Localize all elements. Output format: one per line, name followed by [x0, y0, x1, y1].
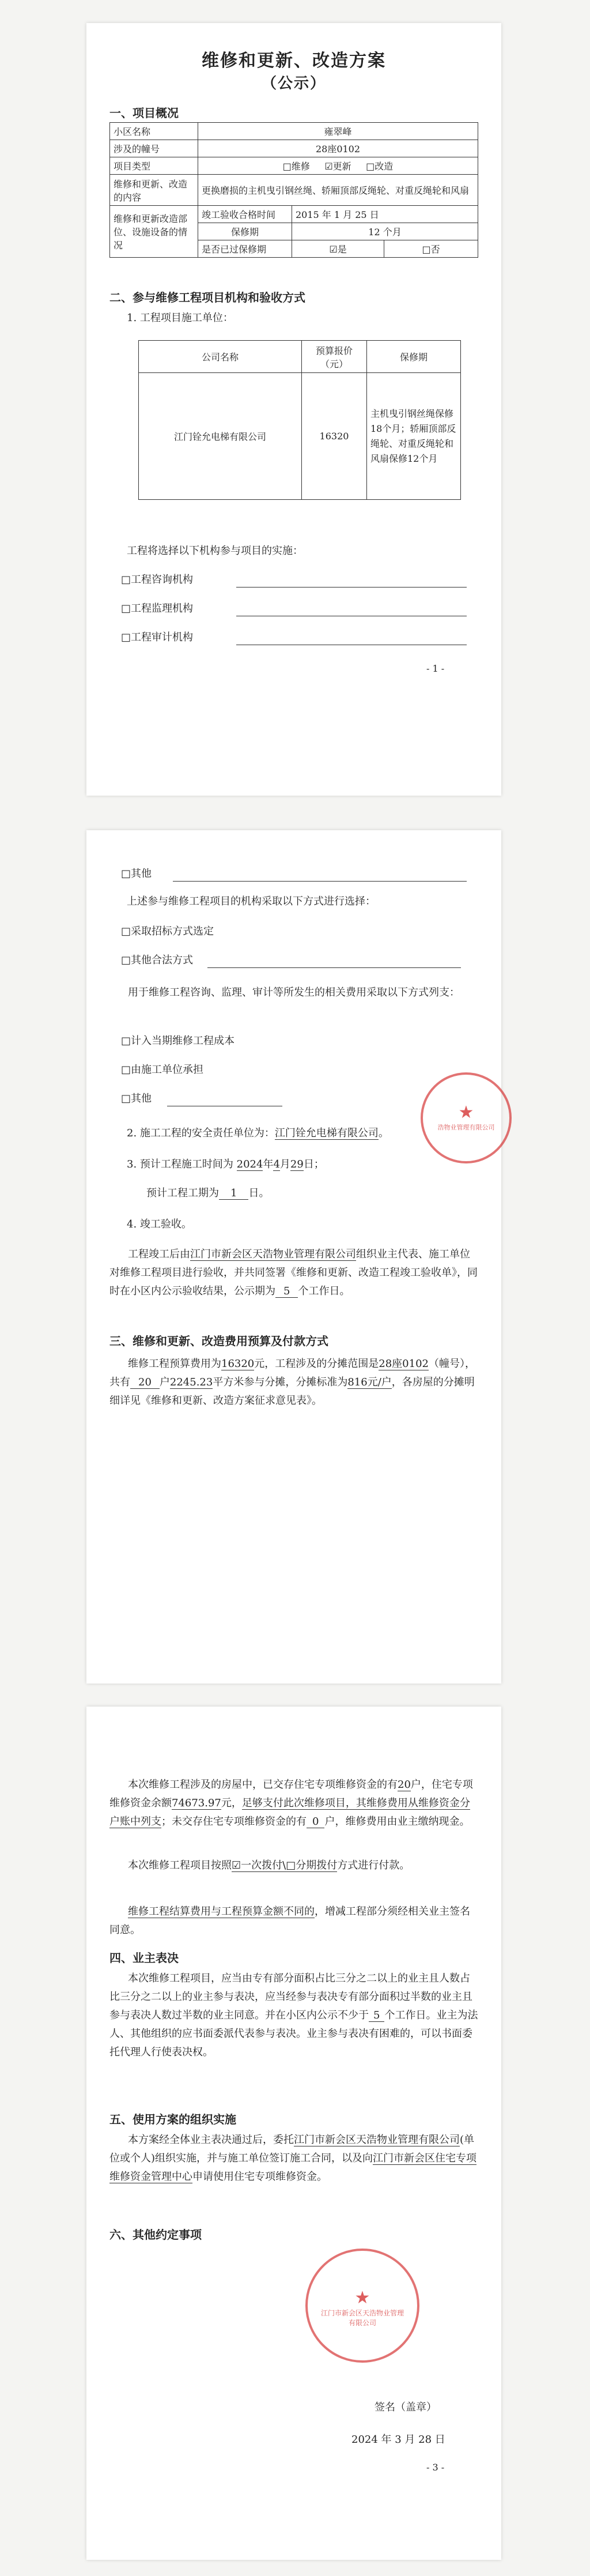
item-3 — [127, 1155, 324, 1174]
fee-intro: 用于维修工程咨询、监理、审计等所发生的相关费用采取以下方式列支： — [128, 986, 460, 999]
safety-unit: 江门铨允电梯有限公司 — [274, 1127, 379, 1139]
difference-condition: 维修工程结算费用与工程预算金额不同的 — [128, 1905, 315, 1918]
fund-note: 足够支付此次维修项目，其维修费用从维修资金分户账中列支 — [109, 1797, 470, 1828]
acceptance-label: 工程竣工后由 — [128, 1248, 190, 1260]
fund-text: 元， — [221, 1797, 242, 1809]
difference-paragraph — [109, 1903, 478, 1939]
cell-label: 保修期 — [198, 223, 292, 240]
org-supervision[interactable]: □工程监理机构 — [121, 602, 194, 615]
year-unit: 年 — [263, 1158, 274, 1170]
budget-price: 16320 — [302, 373, 367, 500]
start-year: 2024 — [236, 1158, 263, 1170]
fund-text: 户，住宅专项维修资金余额 — [109, 1779, 473, 1809]
impl-text: (单位或个人)组织实施，并与施工单位签订施工合同，以及向 — [109, 2134, 475, 2164]
cell-label: 竣工验收合格时间 — [198, 206, 292, 223]
section-5-heading: 五、使用方案的组织实施 — [109, 2112, 236, 2126]
day-unit: 日； — [303, 1158, 324, 1170]
item-2: 2. 施工工程的安全责任单位为：江门铨允电梯有限公司。 — [127, 1127, 389, 1139]
unpaid-households: 0 — [307, 1816, 324, 1828]
fund-text: 本次维修工程涉及的房屋中，已交存住宅专项维修资金的有 — [128, 1779, 398, 1791]
fund-balance: 74673.97 — [172, 1797, 221, 1809]
seal-star-icon: ★ — [458, 1102, 474, 1123]
payment-paragraph — [109, 1856, 478, 1875]
per-household: 816元/户 — [347, 1376, 392, 1388]
vote-text: 个工作日。业主为法人、其他组织的应书面委派代表参与表决。业主参与表决有困难的，可以书面委托代理人行使表决权。 — [109, 2009, 478, 2058]
cell-value: 12 个月 — [292, 223, 478, 240]
col-header: 公司名称 — [139, 341, 302, 373]
budget-text: 平方米参与分摊，分摊标准为 — [213, 1376, 348, 1388]
blank-line — [207, 967, 461, 968]
company-seal — [305, 2249, 419, 2363]
cell-value: 雍翠峰 — [198, 123, 478, 140]
impl-org: 江门市新会区天浩物业管理有限公司 — [294, 2134, 460, 2146]
budget-text: （幢号），共有 — [109, 1358, 475, 1388]
cell-label: 小区名称 — [110, 123, 198, 140]
col-header: 预算报价（元） — [302, 341, 367, 373]
seal-star-icon: ★ — [354, 2288, 370, 2308]
cell-label: 项目类型 — [110, 157, 198, 175]
acceptance-unit: 个工作日。 — [298, 1285, 350, 1297]
fee-other[interactable]: □其他 — [121, 1093, 152, 1105]
overview-table — [109, 122, 478, 258]
fee-contractor[interactable]: □由施工单位承担 — [121, 1064, 204, 1076]
section-4-heading: 四、业主表决 — [109, 1951, 179, 1965]
option-renovate[interactable]: □改造 — [366, 161, 394, 172]
org-consulting[interactable]: □工程咨询机构 — [121, 574, 194, 586]
budget-label: 维修工程预算费用为 — [128, 1358, 221, 1370]
vote-text: 本次维修工程项目，应当由专有部分面积占比三分之二以上的业主且人数占比三分之二以上的业主参与表决，应当经参与表决专有部分面积过半数的业主且参与表决人数过半数的业主同意。并在小区内公示不少于 — [109, 1972, 472, 2021]
impl-text: 申请使用住宅专项维修资金。 — [192, 2171, 327, 2183]
implementation-paragraph — [109, 2131, 478, 2186]
fund-paragraph — [109, 1776, 478, 1831]
cell-value: 更换磨损的主机曳引钢丝绳、轿厢顶部反绳轮、对重反绳轮和风扇 — [198, 175, 478, 206]
budget-amount: 16320 — [221, 1358, 255, 1370]
impl-dept: 江门市新会区住宅专项维修资金管理中心 — [109, 2152, 477, 2183]
page-number: - 1 - — [426, 663, 445, 674]
company-name: 江门铨允电梯有限公司 — [139, 373, 302, 500]
cell-label: 维修和更新、改造的内容 — [110, 175, 198, 206]
cell-value: 28座0102 — [198, 140, 478, 157]
select-bidding[interactable]: □采取招标方式选定 — [121, 925, 214, 937]
document-title: 维修和更新、改造方案 — [202, 51, 386, 71]
section-6-heading: 六、其他约定事项 — [109, 2228, 202, 2242]
col-header: 保修期 — [367, 341, 461, 373]
payment-options[interactable]: ☑一次拨付\□分期拨付 — [232, 1859, 338, 1871]
cell-label: 维修和更新改造部位、设施设备的情况 — [110, 206, 198, 258]
start-month: 4 — [273, 1158, 280, 1170]
contractor-table — [138, 340, 461, 500]
cell-value: 2015 年 1 月 25 日 — [292, 206, 478, 223]
option-no[interactable]: □否 — [384, 240, 478, 258]
budget-text: ，各房屋的分摊明细详见《维修和更新、改造方案征求意见表》。 — [109, 1376, 475, 1407]
impl-text: 本方案经全体业主表决通过后，委托 — [128, 2134, 294, 2146]
fund-households: 20 — [398, 1779, 411, 1791]
payment-label: 本次维修工程项目按照 — [128, 1859, 232, 1871]
month-unit: 月 — [279, 1158, 290, 1170]
cell-label: 涉及的幢号 — [110, 140, 198, 157]
section-1-heading: 一、项目概况 — [109, 106, 179, 120]
sign-date: 2024 年 3 月 28 日 — [351, 2434, 445, 2446]
page-number: - 3 - — [426, 2462, 445, 2473]
budget-range: 28座0102 — [379, 1358, 429, 1370]
start-day: 29 — [290, 1158, 304, 1170]
choose-text: 工程将选择以下机构参与项目的实施： — [127, 545, 303, 557]
vote-paragraph — [109, 1969, 478, 2062]
item-1: 1. 工程项目施工单位： — [127, 312, 233, 324]
option-yes[interactable]: ☑是 — [292, 240, 384, 258]
household-count: 20 — [130, 1376, 160, 1389]
signature-label: 签名（盖章） — [375, 2401, 437, 2413]
budget-text: 户 — [159, 1376, 170, 1388]
blank-line — [173, 881, 467, 882]
budget-text: 元，工程涉及的分摊范围是 — [254, 1358, 379, 1370]
acceptance-days: 5 — [275, 1285, 298, 1298]
difference-text: ，增减工程部分须经相关业主签名同意。 — [109, 1905, 470, 1936]
fund-text: ；未交存住宅专项维修资金的有 — [161, 1816, 307, 1828]
page-2 — [86, 830, 501, 1684]
fee-cost[interactable]: □计入当期维修工程成本 — [121, 1035, 235, 1047]
section-3-heading: 三、维修和更新、改造费用预算及付款方式 — [109, 1334, 328, 1348]
cell-label: 是否已过保修期 — [198, 240, 292, 258]
budget-paragraph — [109, 1355, 478, 1410]
option-repair[interactable]: □维修 — [282, 161, 310, 172]
duration — [146, 1184, 269, 1203]
warranty-info: 主机曳引钢丝绳保修18个月；轿厢顶部反绳轮、对重反绳轮和风扇保修12个月 — [367, 373, 461, 500]
duration-value: 1 — [219, 1187, 248, 1200]
shared-area: 2245.23 — [169, 1376, 213, 1388]
page-1 — [86, 23, 501, 796]
item-4: 4. 竣工验收。 — [127, 1218, 192, 1230]
seal-text: 浩物业管理有限公司 — [437, 1124, 495, 1131]
document-subtitle: （公示） — [261, 75, 326, 92]
option-update[interactable]: ☑更新 — [324, 161, 351, 172]
org-other[interactable]: □其他 — [121, 868, 152, 880]
section-2-heading: 二、参与维修工程项目机构和验收方式 — [109, 291, 305, 304]
org-audit[interactable]: □工程审计机构 — [121, 631, 194, 643]
project-type-options — [198, 157, 478, 175]
select-intro: 上述参与维修工程项目的机构采取以下方式进行选择： — [127, 895, 376, 907]
vote-days: 5 — [369, 2009, 384, 2022]
duration-unit: 日。 — [248, 1187, 270, 1199]
item-2-label: 2. 施工工程的安全责任单位为： — [127, 1127, 275, 1139]
acceptance-text: 组织业主代表、施工单位对维修工程项目进行验收，并共同签署《维修和更新、改造工程竣工验收单》，同时在小区内公示验收结果，公示期为 — [109, 1248, 478, 1297]
acceptance-paragraph — [109, 1245, 478, 1301]
company-seal — [421, 1072, 512, 1163]
fund-text: 户，维修费用由业主缴纳现金。 — [324, 1816, 470, 1828]
page-3 — [86, 1707, 501, 2560]
acceptance-org: 江门市新会区天浩物业管理有限公司 — [190, 1248, 356, 1260]
payment-text: 方式进行付款。 — [337, 1859, 410, 1871]
item-3-label: 3. 预计工程施工时间为 — [127, 1158, 233, 1170]
duration-label: 预计工程工期为 — [146, 1187, 219, 1199]
seal-text: 江门市新会区天浩物业管理有限公司 — [320, 2309, 404, 2327]
select-other[interactable]: □其他合法方式 — [121, 954, 194, 966]
